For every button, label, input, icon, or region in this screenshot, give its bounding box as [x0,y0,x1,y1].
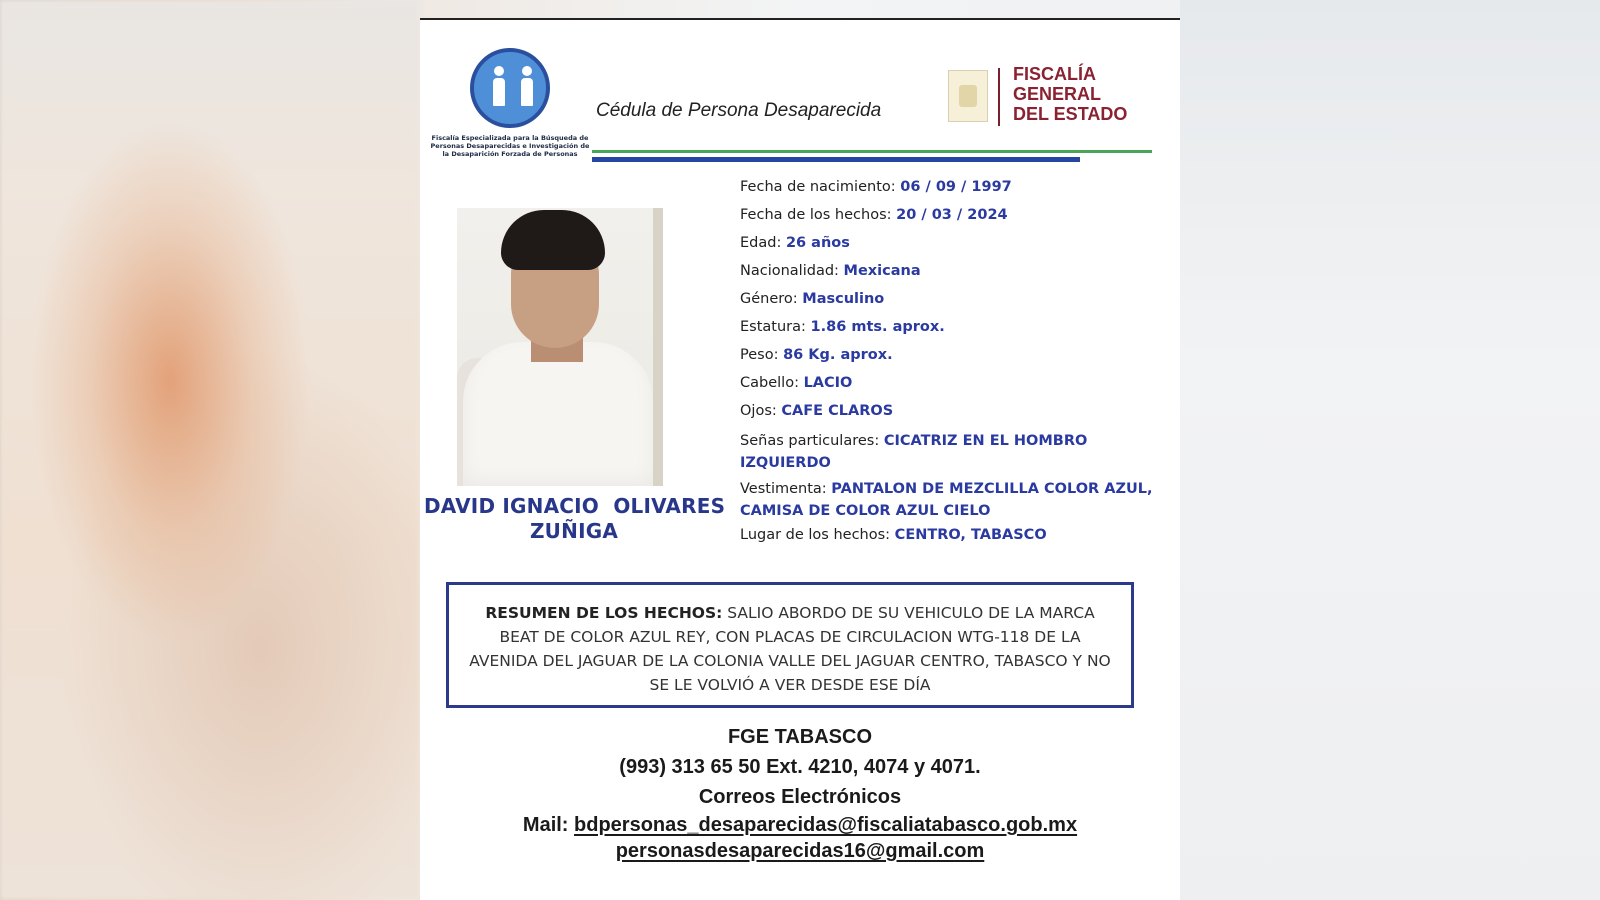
email-link-1[interactable]: bdpersonas_desaparecidas@fiscaliatabasco.gob.mx [574,814,1078,836]
person-photo [457,208,663,486]
fiscalia-logo-text [1013,64,1127,124]
person-name-line-1: DAVID IGNACIO OLIVARES [424,494,726,518]
field-label: Cabello: [740,375,799,391]
emails-heading: Correos Electrónicos [698,786,902,808]
agency-logo-text: Fiscalía Especializada para la Búsqueda de Personas Desaparecidas e Investigación de la Desaparición Forzada de Personas [430,134,590,158]
fiscalia-line-2: GENERAL [1013,84,1102,104]
field-eyes [740,402,1160,420]
field-label: Nacionalidad: [740,263,839,279]
field-marks [740,430,1160,474]
field-value: 26 años [785,235,850,251]
summary-text: SALIO ABORDO DE SU VEHICULO DE LA MARCA BEAT DE COLOR AZUL REY, CON PLACAS DE CIRCULACION WTG-118 DE LA AVENIDA DEL JAGUAR DE LA COLONIA VALLE DEL JAGUAR CENTRO, TABASCO Y NO SE LE VOLVIÓ A VER DESDE ESE DÍA [469,604,1111,694]
blue-rule [592,157,1080,162]
field-gender [740,290,1160,308]
field-label: Peso: [740,347,779,363]
field-hair [740,374,1160,392]
field-age [740,234,1160,252]
person-details [740,178,1160,554]
state-seal-icon [948,70,988,122]
summary-label: RESUMEN DE LOS HECHOS: [485,604,723,622]
person-name [424,494,724,544]
field-label: Lugar de los hechos: [740,527,891,543]
field-value: CENTRO, TABASCO [894,527,1047,543]
field-label: Estatura: [740,319,806,335]
agency-name: FGE TABASCO [727,726,873,748]
mail-label: Mail: [522,814,569,836]
field-value: LACIO [803,375,853,391]
field-height [740,318,1160,336]
field-event-date [740,206,1160,224]
contact-footer [420,722,1180,864]
field-value: Mexicana [843,263,921,279]
divider [998,68,1000,126]
field-value: PANTALON DE MEZCLILLA COLOR AZUL, CAMISA DE COLOR AZUL CIELO [740,481,1153,519]
field-value: CICATRIZ EN EL HOMBRO IZQUIERDO [740,433,1088,471]
field-value: 06 / 09 / 1997 [900,179,1012,195]
agency-logo [430,48,590,158]
field-label: Señas particulares: [740,433,880,449]
field-birthdate [740,178,1160,196]
field-label: Ojos: [740,403,777,419]
field-label: Fecha de nacimiento: [740,179,896,195]
document-title: Cédula de Persona Desaparecida [596,100,882,121]
fiscalia-line-3: DEL ESTADO [1013,104,1128,124]
field-weight [740,346,1160,364]
phone-number: (993) 313 65 50 Ext. 4210, 4074 y 4071. [619,756,981,778]
email-row-1 [420,812,1180,838]
field-label: Vestimenta: [740,481,827,497]
blurred-background-right [1180,0,1600,900]
field-location [740,526,1160,544]
field-value: 20 / 03 / 2024 [896,207,1008,223]
missing-person-poster [420,18,1180,900]
field-label: Género: [740,291,798,307]
blurred-background-left [0,0,420,900]
people-emblem-icon [470,48,550,128]
email-row-2 [420,838,1180,864]
summary-box [446,582,1134,708]
field-nationality [740,262,1160,280]
person-name-line-2: ZUÑIGA [529,519,619,543]
fiscalia-line-1: FISCALÍA [1013,64,1096,84]
field-value: 1.86 mts. aprox. [810,319,945,335]
green-rule [592,150,1152,153]
field-clothing [740,478,1160,522]
field-label: Edad: [740,235,782,251]
email-link-2[interactable]: personasdesaparecidas16@gmail.com [615,840,985,862]
field-value: CAFE CLAROS [781,403,894,419]
field-label: Fecha de los hechos: [740,207,892,223]
field-value: Masculino [802,291,885,307]
field-value: 86 Kg. aprox. [783,347,893,363]
